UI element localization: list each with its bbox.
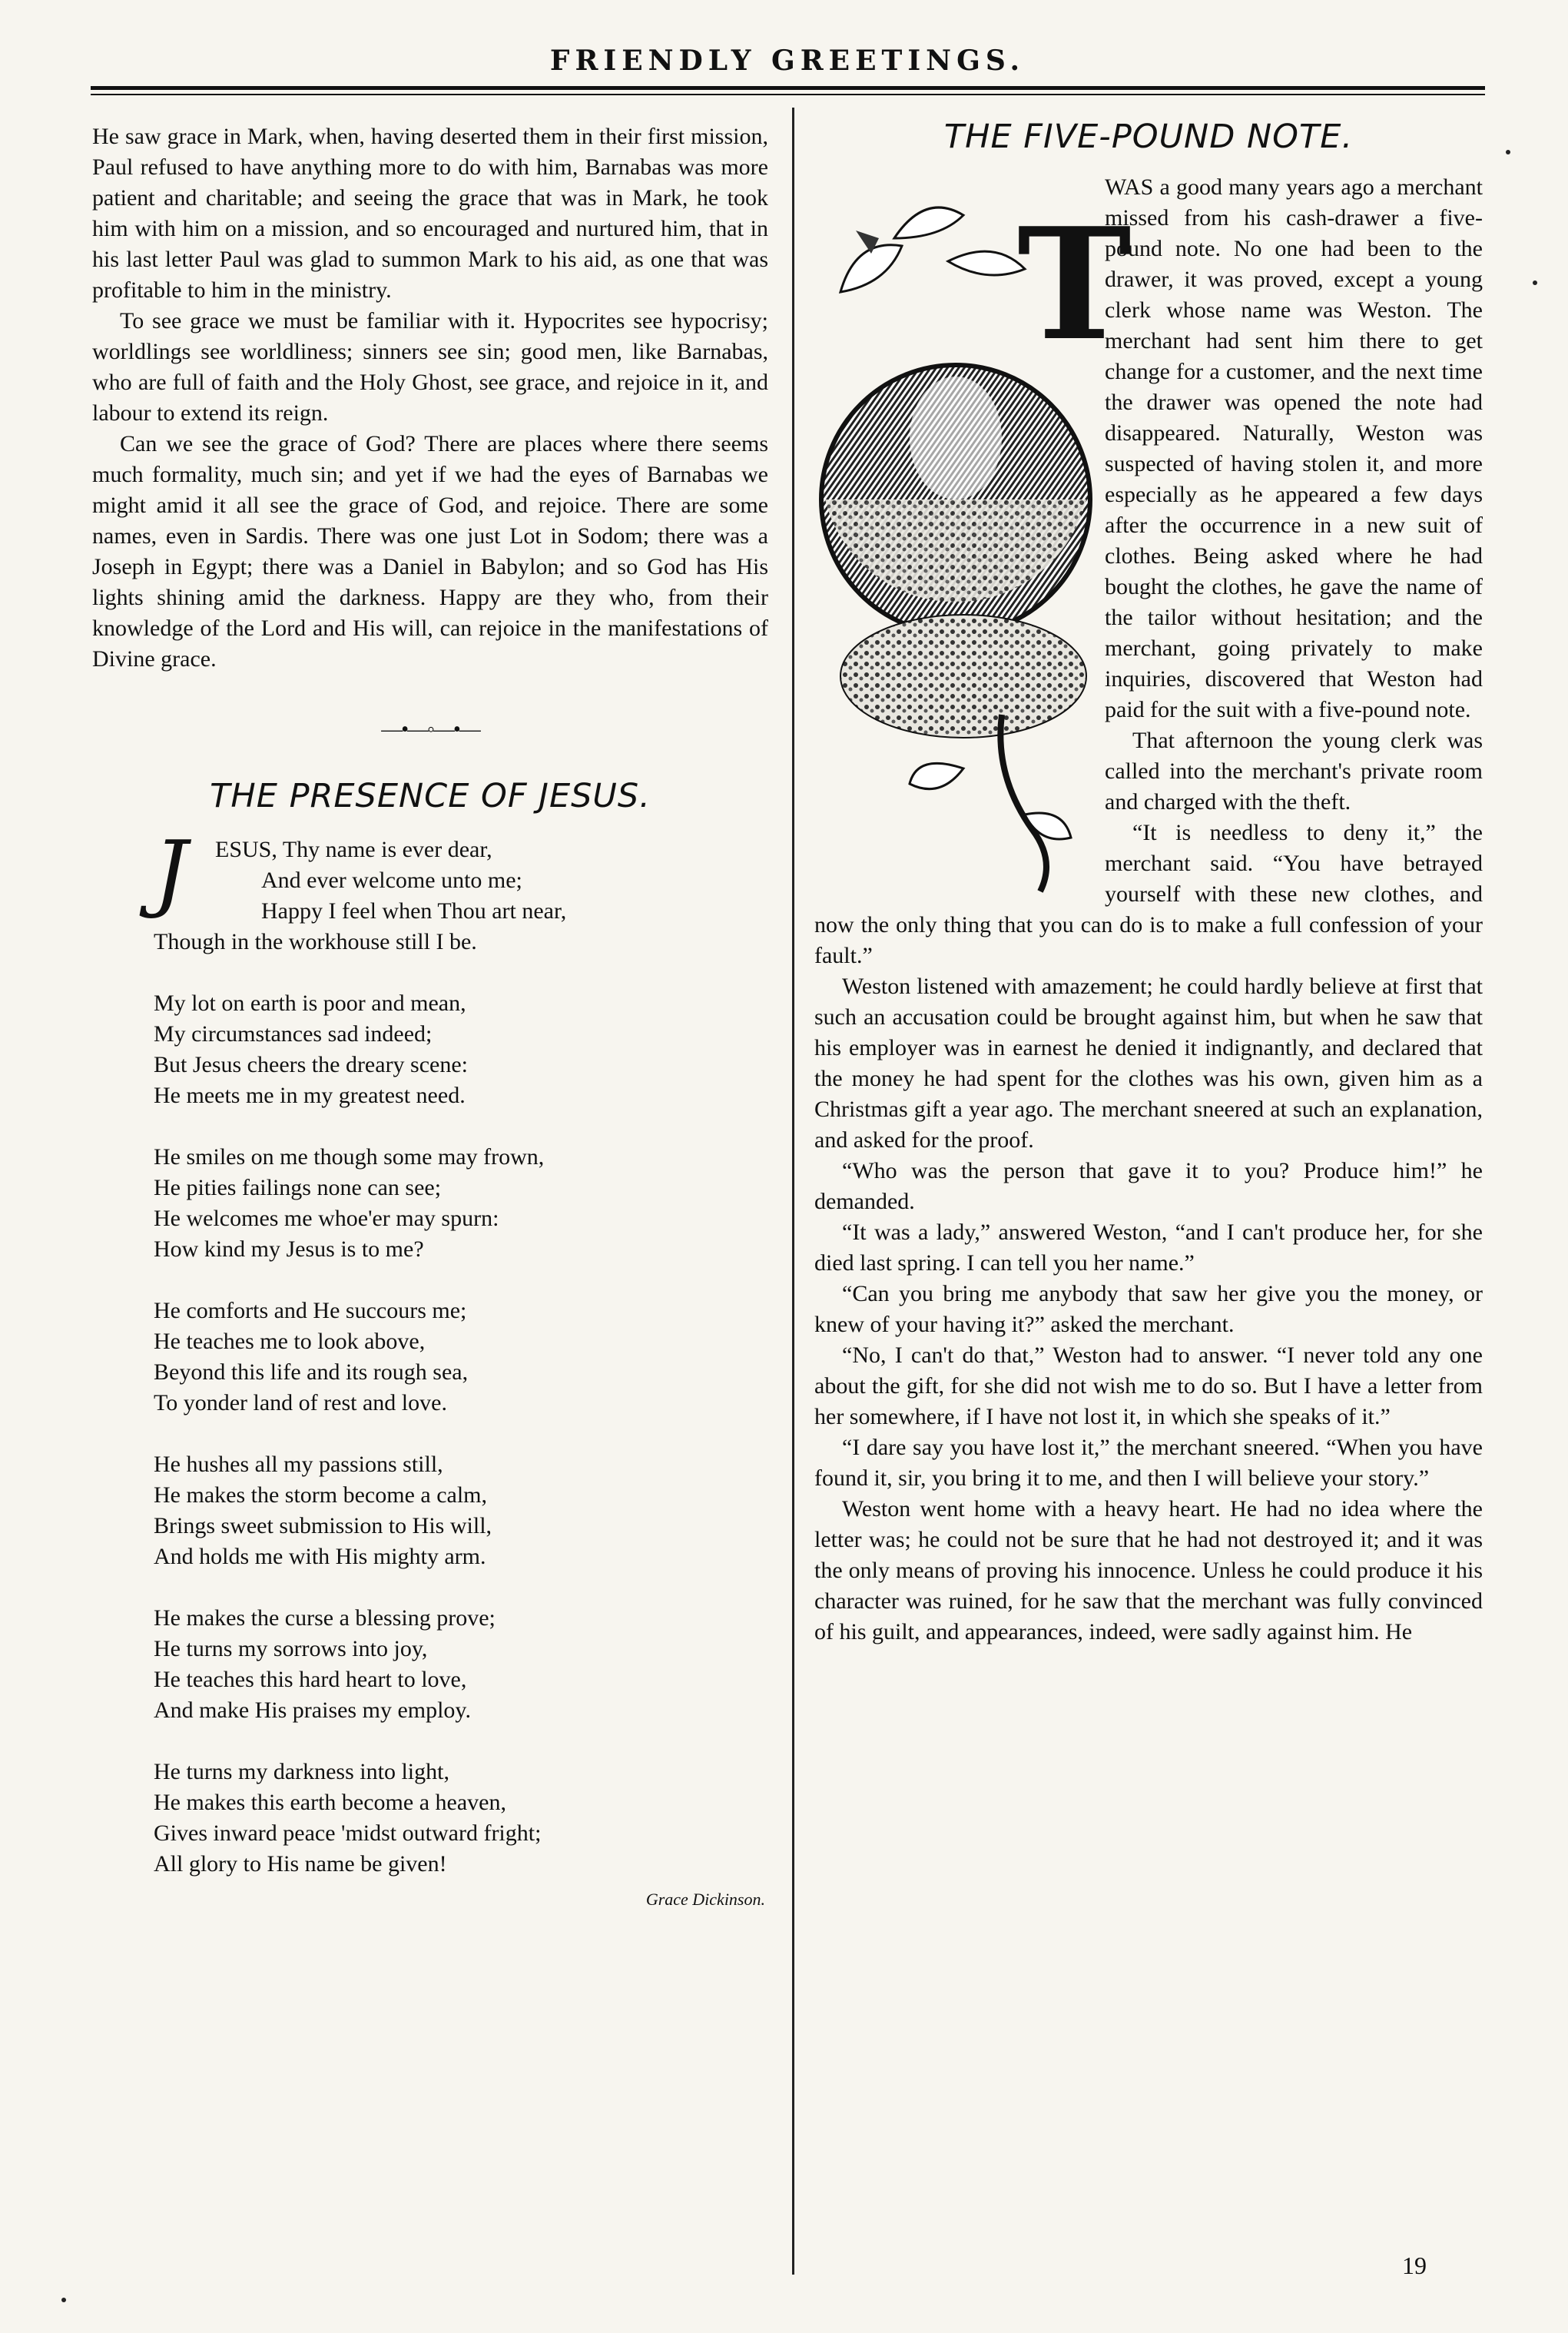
poem-line: He teaches this hard heart to love, bbox=[154, 1667, 467, 1692]
paragraph: “I dare say you have lost it,” the merchant sneered. “When you have found it, sir, you bring it to me, and then I will believe your story.” bbox=[814, 1435, 1483, 1491]
print-speck bbox=[1506, 150, 1510, 154]
poem-title: THE PRESENCE OF JESUS. bbox=[210, 777, 651, 815]
poem-line: Thy name is ever dear, bbox=[277, 837, 492, 862]
right-column bbox=[814, 118, 1483, 1648]
paragraph: That afternoon the young clerk was called into the merchant's private room and charged with the theft. bbox=[1105, 728, 1483, 815]
poem bbox=[92, 822, 768, 1915]
poem-line: And holds me with His mighty arm. bbox=[154, 1544, 486, 1569]
paragraph: “It was a lady,” answered Weston, “and I can't produce her, for she died last spring. I can tell you her name.” bbox=[814, 1220, 1483, 1276]
stanza bbox=[154, 1142, 768, 1265]
paragraph: “Can you bring me anybody that saw her give you the money, or knew of your having it?” asked the merchant. bbox=[814, 1281, 1483, 1337]
poem-line: Though in the workhouse still I be. bbox=[154, 929, 477, 954]
poem-line: He turns my darkness into light, bbox=[154, 1759, 449, 1784]
paragraph: “No, I can't do that,” Weston had to answer. “I never told any one about the gift, for she did not wish me to do so. But I have a letter from her somewhere, if I have not lost it, in which she speaks of it.” bbox=[814, 1342, 1483, 1429]
poem-line: And make His praises my employ. bbox=[154, 1697, 471, 1723]
poem-line: He meets me in my greatest need. bbox=[154, 1083, 466, 1108]
poem-first-word: ESUS, bbox=[215, 837, 277, 862]
poem-line: He comforts and He succours me; bbox=[154, 1298, 467, 1323]
story bbox=[814, 172, 1483, 1648]
paragraph: Can we see the grace of God? There are places where there seems much formality, much sin; and yet if we had the eyes of Barnabas we might amid it all see the grace of God, and rejoice. There are some names, even in Sardis. There was one just Lot in Sodom; there was a Joseph in Egypt; there was a Daniel in Babylon; and so God has His lights shining amid the darkness. Happy are they who, from their knowledge of the Lord and His will, can rejoice in the manifestations of Divine grace. bbox=[92, 431, 768, 672]
paragraph: He saw grace in Mark, when, having deserted them in their first mission, Paul refused to have anything more to do with him, Barnabas was more patient and charitable; and seeing the grace that was in Mark, he took him with him on a mission, and so encouraged and nurtured him, that in his last letter Paul was glad to summon Mark to his aid, as one that was profitable to him in the ministry. bbox=[92, 124, 768, 303]
poem-line: He makes this earth become a heaven, bbox=[154, 1790, 506, 1815]
poem-line: All glory to His name be given! bbox=[154, 1851, 447, 1877]
poem-author: Grace Dickinson. bbox=[645, 1890, 765, 1909]
paragraph: “It is needless to deny it,” the merchant said. “You have betrayed yourself with these new clothes, and now the only thing that you can do is to make a full confession of your fault.” bbox=[814, 820, 1483, 968]
poem-line: But Jesus cheers the dreary scene: bbox=[154, 1052, 469, 1077]
page-number: 19 bbox=[1402, 2252, 1427, 2279]
poem-line: Brings sweet submission to His will, bbox=[154, 1513, 492, 1538]
stanza bbox=[154, 1603, 768, 1726]
poem-line: Gives inward peace 'midst outward fright; bbox=[154, 1820, 542, 1846]
poem-line: He hushes all my passions still, bbox=[154, 1452, 443, 1477]
poem-dropcap: J bbox=[154, 822, 188, 921]
running-header: FRIENDLY GREETINGS. bbox=[549, 45, 1026, 77]
poem-line: My circumstances sad indeed; bbox=[154, 1021, 433, 1047]
poem-line: He turns my sorrows into joy, bbox=[154, 1636, 428, 1661]
poem-line: He pities failings none can see; bbox=[154, 1175, 442, 1200]
column-divider bbox=[792, 108, 794, 2275]
poem-line: He teaches me to look above, bbox=[154, 1329, 426, 1354]
stanza bbox=[154, 1757, 768, 1880]
header-rule-thin bbox=[91, 94, 1485, 95]
flower-globe-illustration bbox=[810, 177, 1132, 899]
paragraph: “Who was the person that gave it to you? Produce him!” he demanded. bbox=[814, 1158, 1483, 1214]
left-column bbox=[92, 121, 768, 1915]
print-speck bbox=[61, 2298, 66, 2302]
stanza bbox=[154, 1296, 768, 1419]
paragraph: Weston went home with a heavy heart. He had no idea where the letter was; he could not be sure that he had not destroyed it; and it was the only means of proving his innocence. Unless he could produce it his character was ruined, for he saw that the merchant was fully convinced of his guilt, and appearances, indeed, were sadly against him. He bbox=[814, 1496, 1483, 1644]
story-dropcap: T bbox=[1017, 194, 1132, 375]
stanza bbox=[154, 988, 768, 1111]
poem-line: He smiles on me though some may frown, bbox=[154, 1144, 545, 1170]
paragraph: Weston listened with amazement; he could hardly believe at first that such an accusation could be brought against him, but when he saw that his employer was in earnest he denied it indignantly, and declared that the money he had spent for the clothes was his own, given him as a Christmas gift a year ago. The merchant sneered at such an explanation, and asked for the proof. bbox=[814, 974, 1483, 1153]
stanza bbox=[154, 822, 768, 957]
illustrated-initial-illustration bbox=[810, 177, 1132, 899]
story-title: THE FIVE-POUND NOTE. bbox=[943, 118, 1354, 156]
poem-line: Happy I feel when Thou art near, bbox=[261, 898, 567, 924]
poem-line: He welcomes me whoe'er may spurn: bbox=[154, 1206, 499, 1231]
poem-line: Beyond this life and its rough sea, bbox=[154, 1359, 469, 1385]
poem-line: How kind my Jesus is to me? bbox=[154, 1236, 424, 1262]
poem-line: To yonder land of rest and love. bbox=[154, 1390, 447, 1415]
poem-line: My lot on earth is poor and mean, bbox=[154, 991, 466, 1016]
paragraph: To see grace we must be familiar with it. Hypocrites see hypocrisy; worldlings see worldliness; sinners see sin; good men, like Barnabas, who are full of faith and the Holy Ghost, see grace, and rejoice in it, and labour to extend its reign. bbox=[92, 308, 768, 426]
poem-line: He makes the curse a blessing prove; bbox=[154, 1605, 496, 1631]
story-first-word: WAS bbox=[1105, 174, 1154, 200]
stanza bbox=[154, 1449, 768, 1572]
poem-line: And ever welcome unto me; bbox=[261, 868, 522, 893]
print-speck bbox=[1533, 280, 1537, 285]
poem-line: He makes the storm become a calm, bbox=[154, 1482, 488, 1508]
section-divider: —•—◦—•— bbox=[381, 718, 479, 742]
paragraph-text: a good many years ago a merchant missed from his cash-drawer a five-pound note. No one had been to the drawer, it was proved, except a young clerk whose name was Weston. The merchant had sent him there to get change for a customer, and the next time the drawer was opened the note had disappeared. Naturally, Weston was suspected of having stolen it, and more especially as he appeared a few days after the occurrence in a new suit of clothes. Being asked where he had bought the clothes, he gave the name of the tailor without hesitation; and the merchant, going privately to make inquiries, discovered that Weston had paid for the suit with a five-pound note. bbox=[1105, 174, 1483, 722]
header-rule-thick bbox=[91, 86, 1485, 90]
